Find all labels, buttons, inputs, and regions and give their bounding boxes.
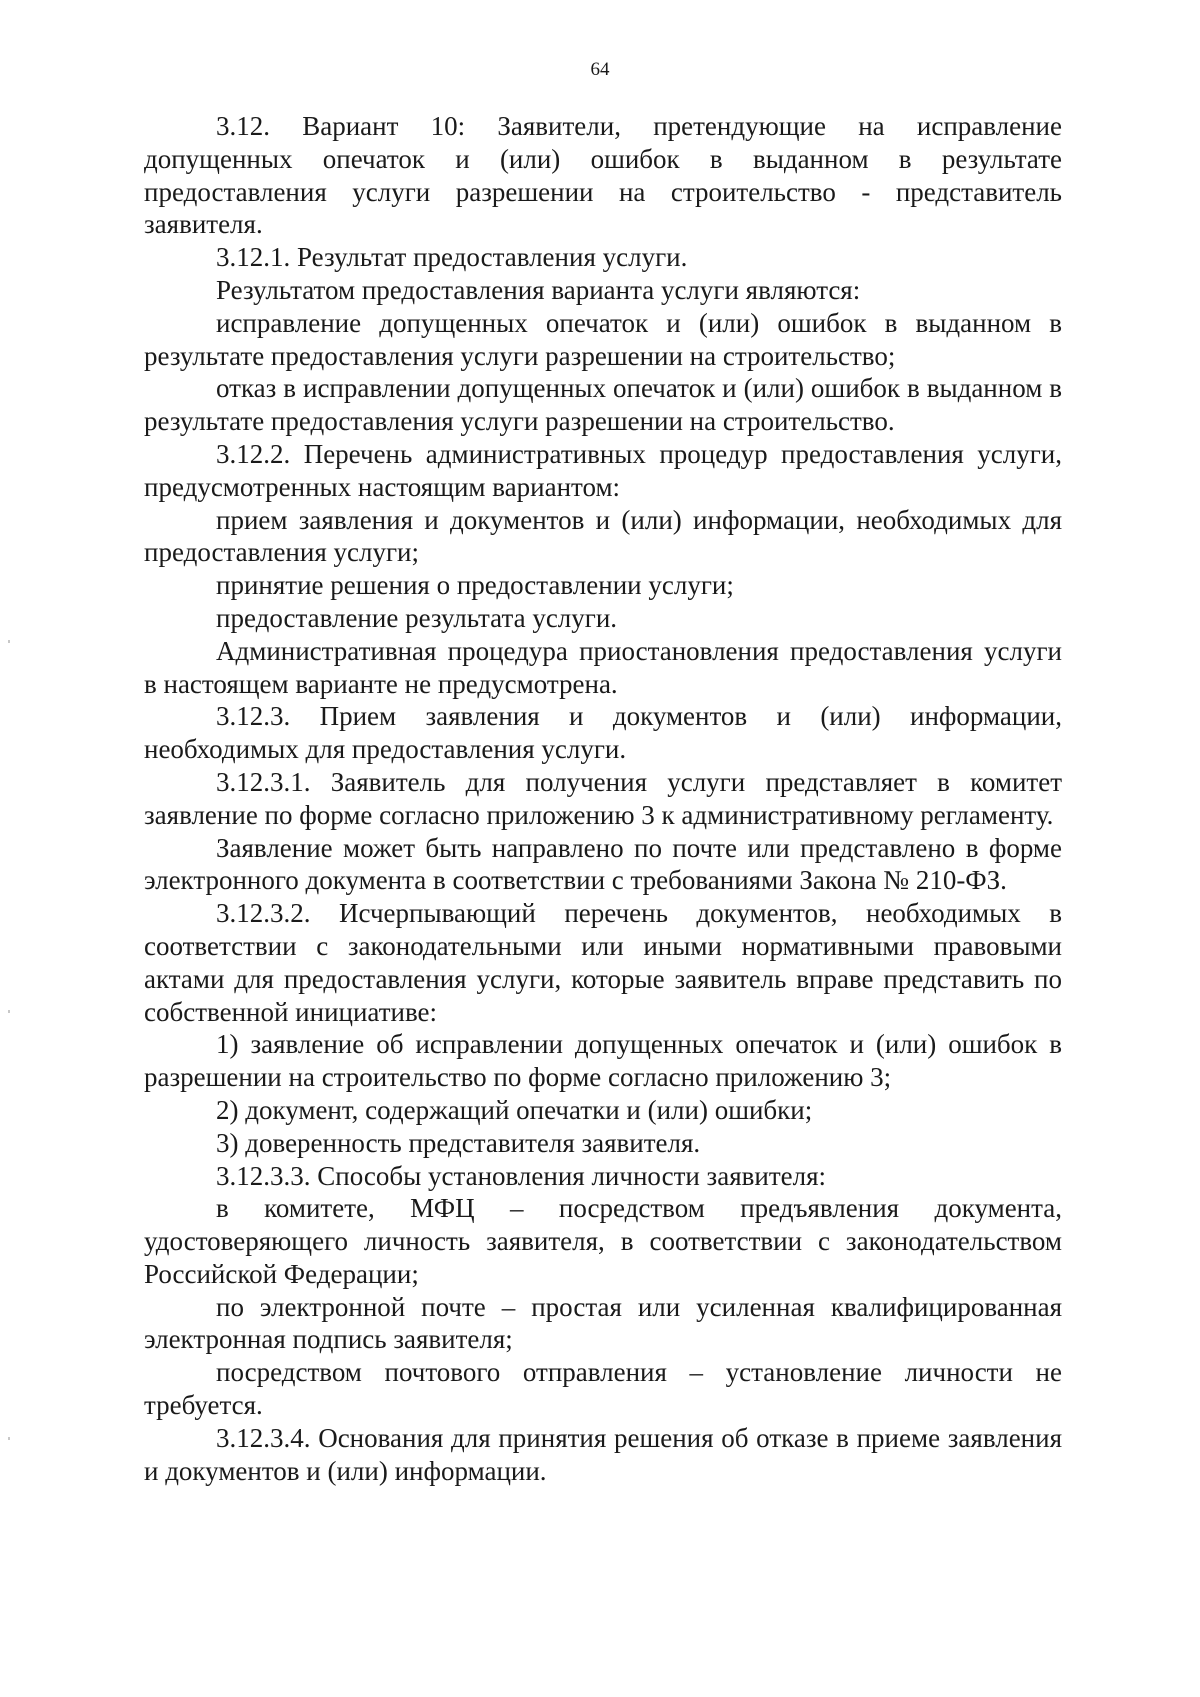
paragraph-suspension-note: Административная процедура приостановления предоставления услуги в настоящем варианте не предусмотрена.	[144, 635, 1062, 699]
scan-artifact	[8, 1010, 10, 1013]
paragraph-3-12-1: 3.12.1. Результат предоставления услуги.	[216, 242, 688, 273]
paragraph-3-12-3-3: 3.12.3.3. Способы установления личности заявителя:	[216, 1160, 827, 1191]
list-item-2: 2) документ, содержащий опечатки и (или) ошибки;	[216, 1094, 813, 1125]
paragraph-identity-in-person: в комитете, МФЦ – посредством предъявления документа, удостоверяющего личность заявителя, в соответствии с законодательством Российской Федерации;	[144, 1193, 1062, 1289]
page-number: 64	[590, 59, 610, 80]
paragraph-3-12-3: 3.12.3. Прием заявления и документов и (или) информации, необходимых для предоставления услуги.	[144, 701, 1062, 765]
paragraph-3-12-heading: 3.12. Вариант 10: Заявители, претендующие на исправление допущенных опечаток и (или) ошибок в выданном в результате предоставления услуги разрешении на строительство - представитель заявителя.	[144, 111, 1062, 240]
paragraph-result-correction: исправление допущенных опечаток и (или) ошибок в выданном в результате предоставления услуги разрешении на строительство;	[144, 307, 1062, 371]
paragraph-procedure-result: предоставление результата услуги.	[216, 602, 618, 633]
document-body	[144, 110, 1062, 1487]
paragraph-identity-post: посредством почтового отправления – установление личности не требуется.	[144, 1357, 1062, 1421]
scan-artifact	[8, 1437, 10, 1440]
paragraph-3-12-2: 3.12.2. Перечень административных процедур предоставления услуги, предусмотренных настоящим вариантом:	[144, 438, 1062, 502]
paragraph-3-12-3-4: 3.12.3.4. Основания для принятия решения об отказе в приеме заявления и документов и (или) информации.	[144, 1422, 1062, 1486]
paragraph-submission-methods: Заявление может быть направлено по почте или представлено в форме электронного документа в соответствии с требованиями Закона № 210-ФЗ.	[144, 832, 1062, 896]
list-item-1: 1) заявление об исправлении допущенных опечаток и (или) ошибок в разрешении на строительство по форме согласно приложению 3;	[144, 1029, 1062, 1093]
paragraph-procedure-reception: прием заявления и документов и (или) информации, необходимых для предоставления услуги;	[144, 504, 1062, 568]
scan-artifact	[8, 640, 10, 643]
paragraph-result-intro: Результатом предоставления варианта услуги являются:	[216, 274, 861, 305]
paragraph-procedure-decision: принятие решения о предоставлении услуги;	[216, 570, 734, 601]
paragraph-identity-email: по электронной почте – простая или усиленная квалифицированная электронная подпись заявителя;	[144, 1291, 1062, 1355]
paragraph-3-12-3-2: 3.12.3.2. Исчерпывающий перечень документов, необходимых в соответствии с законодательными или иными нормативными правовыми актами для предоставления услуги, которые заявитель вправе представить по собственной инициативе:	[144, 898, 1062, 1027]
paragraph-3-12-3-1: 3.12.3.1. Заявитель для получения услуги представляет в комитет заявление по форме согласно приложению 3 к административному регламенту.	[144, 766, 1062, 830]
list-item-3: 3) доверенность представителя заявителя.	[216, 1127, 701, 1158]
paragraph-result-refusal: отказ в исправлении допущенных опечаток и (или) ошибок в выданном в результате предоставления услуги разрешении на строительство.	[144, 373, 1062, 437]
